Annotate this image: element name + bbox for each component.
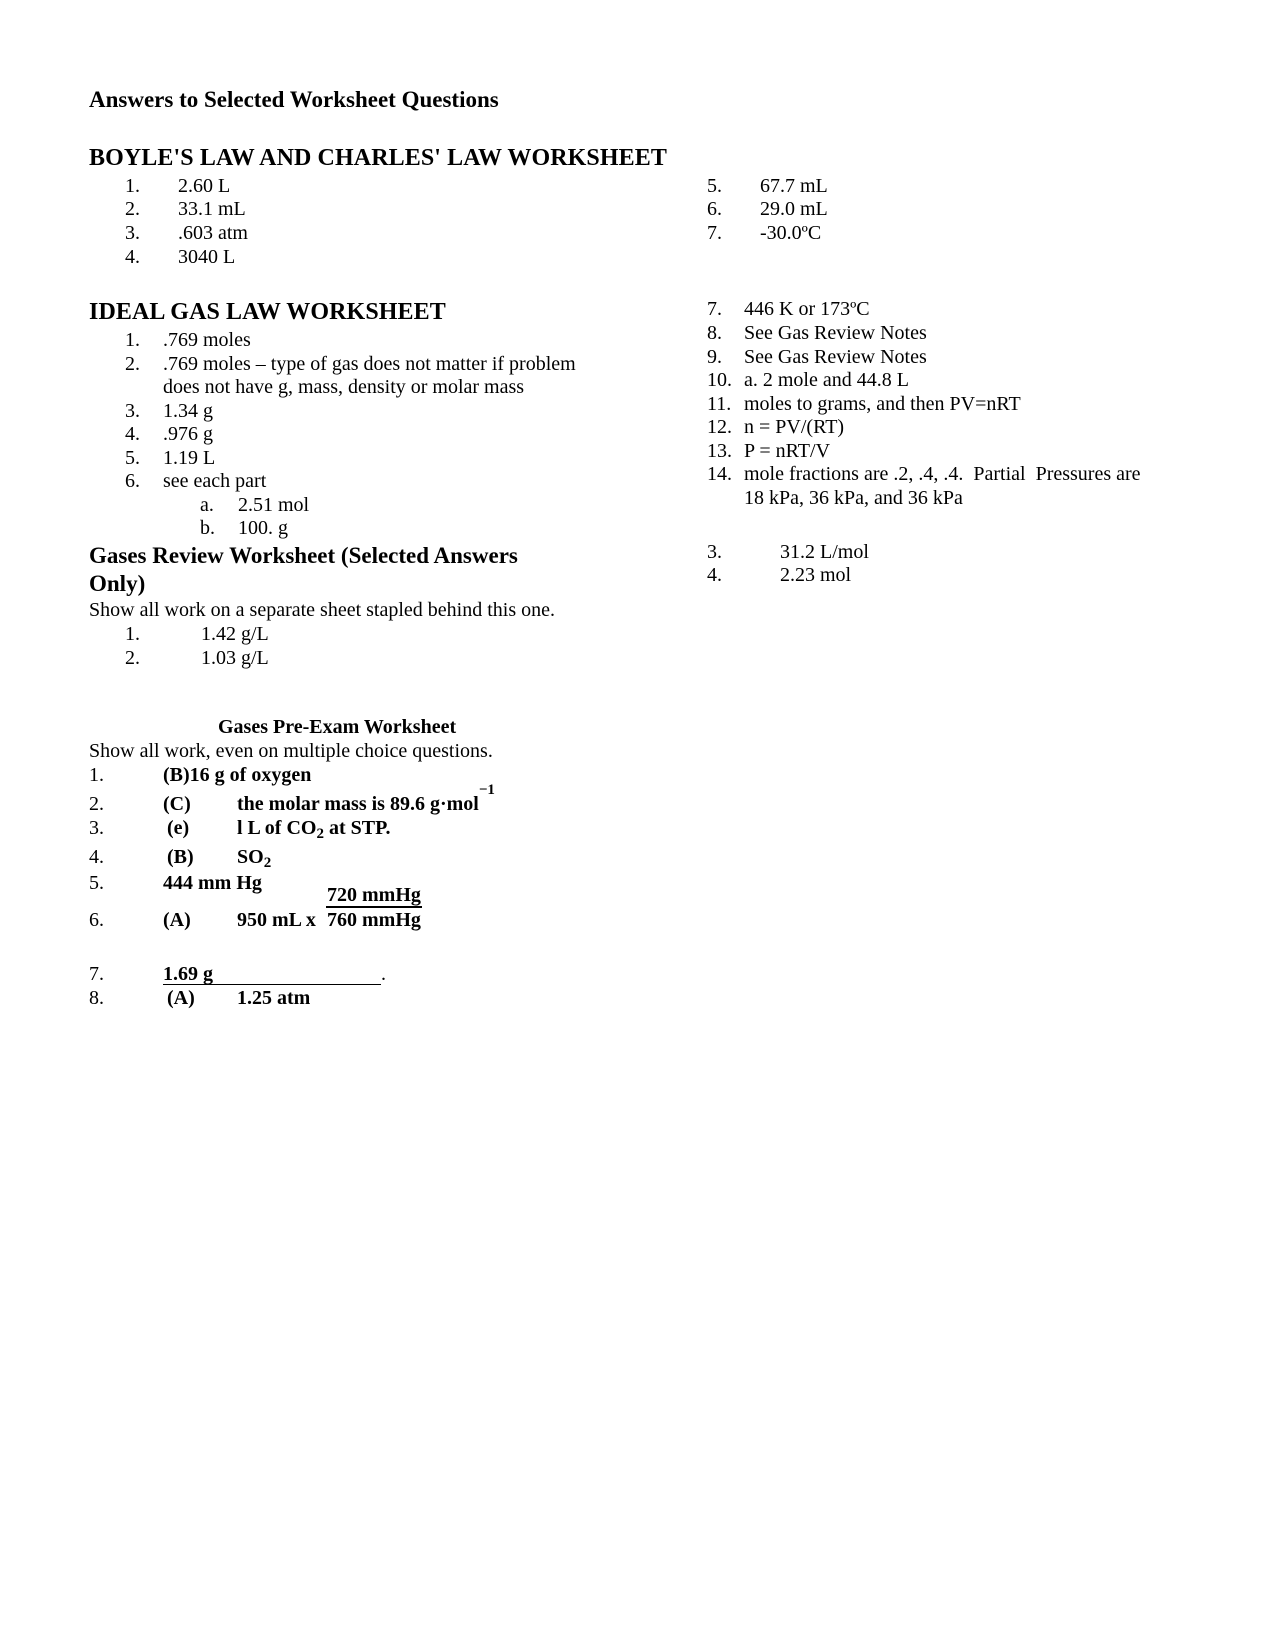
review-heading-line2: Only) — [89, 571, 146, 596]
subscript: 2 — [316, 826, 324, 842]
answer-blank: 1.69 g — [163, 964, 381, 985]
boyle-heading: BOYLE'S LAW AND CHARLES' LAW WORKSHEET — [89, 145, 667, 171]
superscript: −1 — [478, 782, 495, 798]
conversion-fraction — [326, 884, 422, 932]
subscript: 2 — [263, 855, 272, 871]
ideal-heading: IDEAL GAS LAW WORKSHEET — [89, 299, 446, 325]
preexam-instructions: Show all work, even on multiple choice questions. — [89, 740, 493, 762]
preexam-heading: Gases Pre-Exam Worksheet — [218, 716, 457, 738]
fraction-denominator: 760 mmHg — [327, 909, 421, 931]
review-instructions: Show all work on a separate sheet stapled behind this one. — [89, 599, 555, 621]
page-title: Answers to Selected Worksheet Questions — [89, 87, 499, 112]
fraction-numerator: 720 mmHg — [327, 884, 421, 906]
review-heading-line1: Gases Review Worksheet (Selected Answers — [89, 543, 518, 568]
